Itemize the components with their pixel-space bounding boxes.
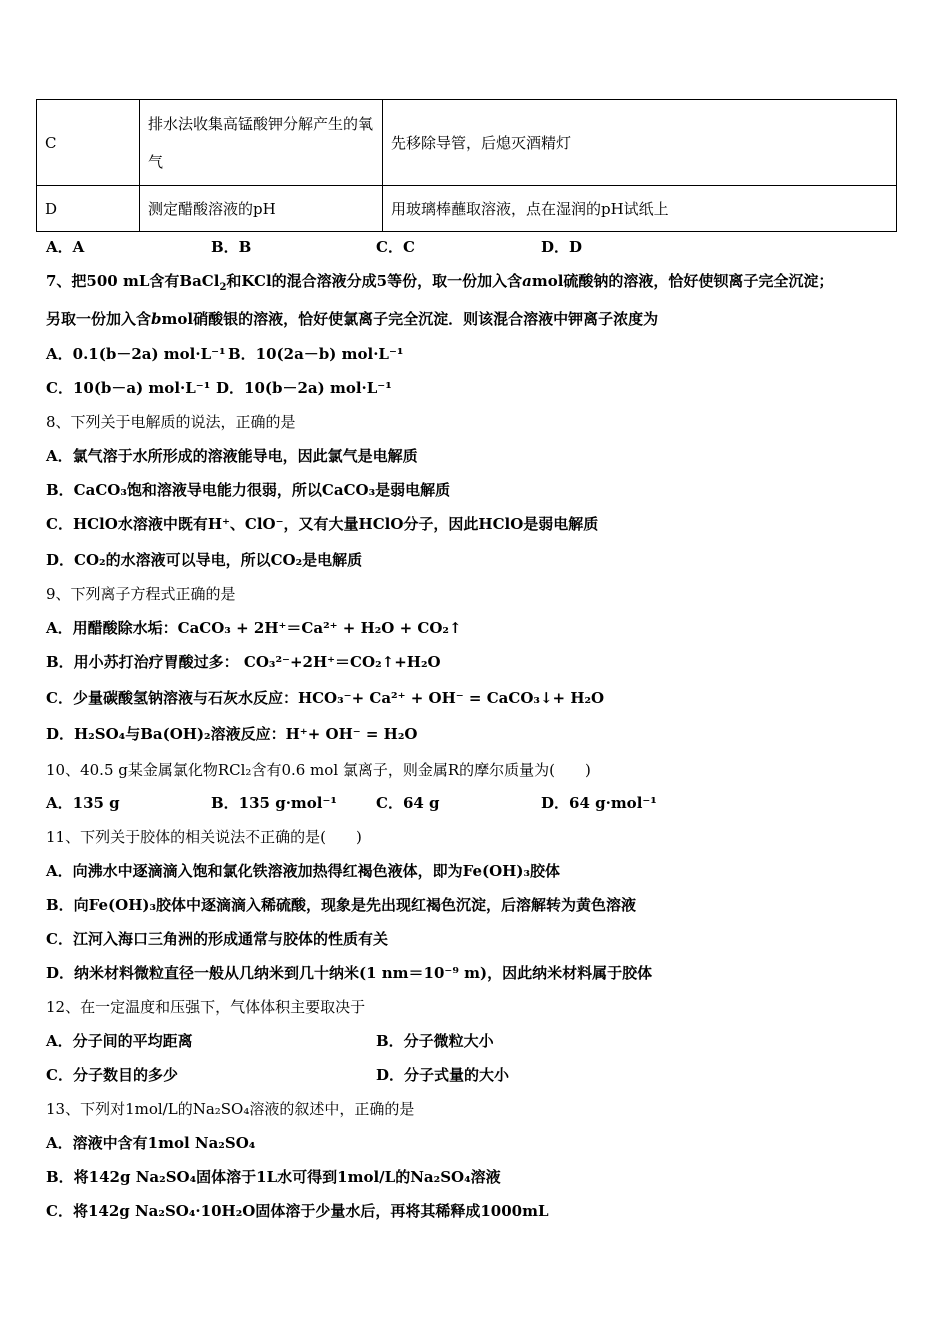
q9-option-c[interactable]: C．少量碳酸氢钠溶液与石灰水反应：HCO₃⁻+ Ca²⁺ + OH⁻ = CaCO₃↓+ H₂O — [46, 689, 605, 707]
q12-option-d[interactable]: D．分子式量的大小 — [376, 1066, 510, 1084]
q7-stem-line1: 7、把500 mL含有BaCl$_2$和KCl的混合溶液分成5等份，取一份加入含amol硫酸钠的溶液，恰好使钡离子完全沉淀； — [46, 272, 834, 293]
q12-option-b[interactable]: B．分子微粒大小 — [376, 1032, 494, 1050]
q6-option-d[interactable]: D．D — [541, 238, 583, 256]
q8-stem: 8、下列关于电解质的说法，正确的是 — [46, 413, 296, 431]
q8-option-b[interactable]: B．CaCO₃饱和溶液导电能力很弱，所以CaCO₃是弱电解质 — [46, 481, 451, 499]
q7-stem-line2: 另取一份加入含bmol硝酸银的溶液，恰好使氯离子完全沉淀．则该混合溶液中钾离子浓度为 — [46, 310, 659, 328]
q9-option-a[interactable]: A．用醋酸除水垢：CaCO₃ + 2H⁺＝Ca²⁺ + H₂O + CO₂↑ — [46, 619, 462, 637]
row-label: D — [37, 186, 140, 232]
q9-option-d[interactable]: D．H₂SO₄与Ba(OH)₂溶液反应：H⁺+ OH⁻ = H₂O — [46, 725, 418, 743]
q6-option-a[interactable]: A．A — [46, 238, 85, 256]
q7-option-a[interactable]: A．0.1(b－2a) mol·L⁻¹ — [46, 345, 226, 363]
q10-option-a[interactable]: A．135 g — [46, 794, 120, 812]
q13-stem: 13、下列对1mol/L的Na₂SO₄溶液的叙述中，正确的是 — [46, 1100, 415, 1118]
q7-option-c[interactable]: C．10(b－a) mol·L⁻¹ — [46, 379, 211, 397]
q11-option-b[interactable]: B．向Fe(OH)₃胶体中逐滴滴入稀硫酸，现象是先出现红褐色沉淀，后溶解转为黄色溶液 — [46, 896, 637, 914]
q10-option-d[interactable]: D．64 g·mol⁻¹ — [541, 794, 657, 812]
row-operation: 排水法收集高锰酸钾分解产生的氧气 — [140, 100, 383, 186]
q8-option-a[interactable]: A．氯气溶于水所形成的溶液能导电，因此氯气是电解质 — [46, 447, 418, 465]
experiment-table — [36, 99, 897, 232]
row-operation: 测定醋酸溶液的pH — [140, 186, 383, 232]
q6-option-c[interactable]: C．C — [376, 238, 415, 256]
q13-option-a[interactable]: A．溶液中含有1mol Na₂SO₄ — [46, 1134, 256, 1152]
q10-stem: 10、40.5 g某金属氯化物RCl₂含有0.6 mol 氯离子，则金属R的摩尔质量为( ) — [46, 761, 591, 779]
q13-option-c[interactable]: C．将142g Na₂SO₄·10H₂O固体溶于少量水后，再将其稀释成1000mL — [46, 1202, 549, 1220]
q7-option-d[interactable]: D．10(b－2a) mol·L⁻¹ — [216, 379, 392, 397]
q7-option-b[interactable]: B．10(2a－b) mol·L⁻¹ — [228, 345, 404, 363]
q13-option-b[interactable]: B．将142g Na₂SO₄固体溶于1L水可得到1mol/L的Na₂SO₄溶液 — [46, 1168, 501, 1186]
q11-option-c[interactable]: C．江河入海口三角洲的形成通常与胶体的性质有关 — [46, 930, 388, 948]
q8-option-d[interactable]: D．CO₂的水溶液可以导电，所以CO₂是电解质 — [46, 551, 363, 569]
q8-option-c[interactable]: C．HClO水溶液中既有H⁺、ClO⁻，又有大量HClO分子，因此HClO是弱电解质 — [46, 515, 599, 533]
q12-option-a[interactable]: A．分子间的平均距离 — [46, 1032, 193, 1050]
q11-option-a[interactable]: A．向沸水中逐滴滴入饱和氯化铁溶液加热得红褐色液体，即为Fe(OH)₃胶体 — [46, 862, 561, 880]
table-row — [37, 186, 897, 232]
q9-stem: 9、下列离子方程式正确的是 — [46, 585, 236, 603]
q12-option-c[interactable]: C．分子数目的多少 — [46, 1066, 178, 1084]
q11-option-d[interactable]: D．纳米材料微粒直径一般从几纳米到几十纳米(1 nm＝10⁻⁹ m)，因此纳米材料属于胶体 — [46, 964, 653, 982]
table-row — [37, 100, 897, 186]
q11-stem: 11、下列关于胶体的相关说法不正确的是( ) — [46, 828, 362, 846]
row-method: 用玻璃棒蘸取溶液，点在湿润的pH试纸上 — [383, 186, 897, 232]
q10-option-b[interactable]: B．135 g·mol⁻¹ — [211, 794, 337, 812]
q10-option-c[interactable]: C．64 g — [376, 794, 440, 812]
q9-option-b[interactable]: B．用小苏打治疗胃酸过多： CO₃²⁻+2H⁺＝CO₂↑+H₂O — [46, 653, 441, 671]
q12-stem: 12、在一定温度和压强下，气体体积主要取决于 — [46, 998, 366, 1016]
q6-option-b[interactable]: B．B — [211, 238, 252, 256]
row-label: C — [37, 100, 140, 186]
row-method: 先移除导管，后熄灭酒精灯 — [383, 100, 897, 186]
